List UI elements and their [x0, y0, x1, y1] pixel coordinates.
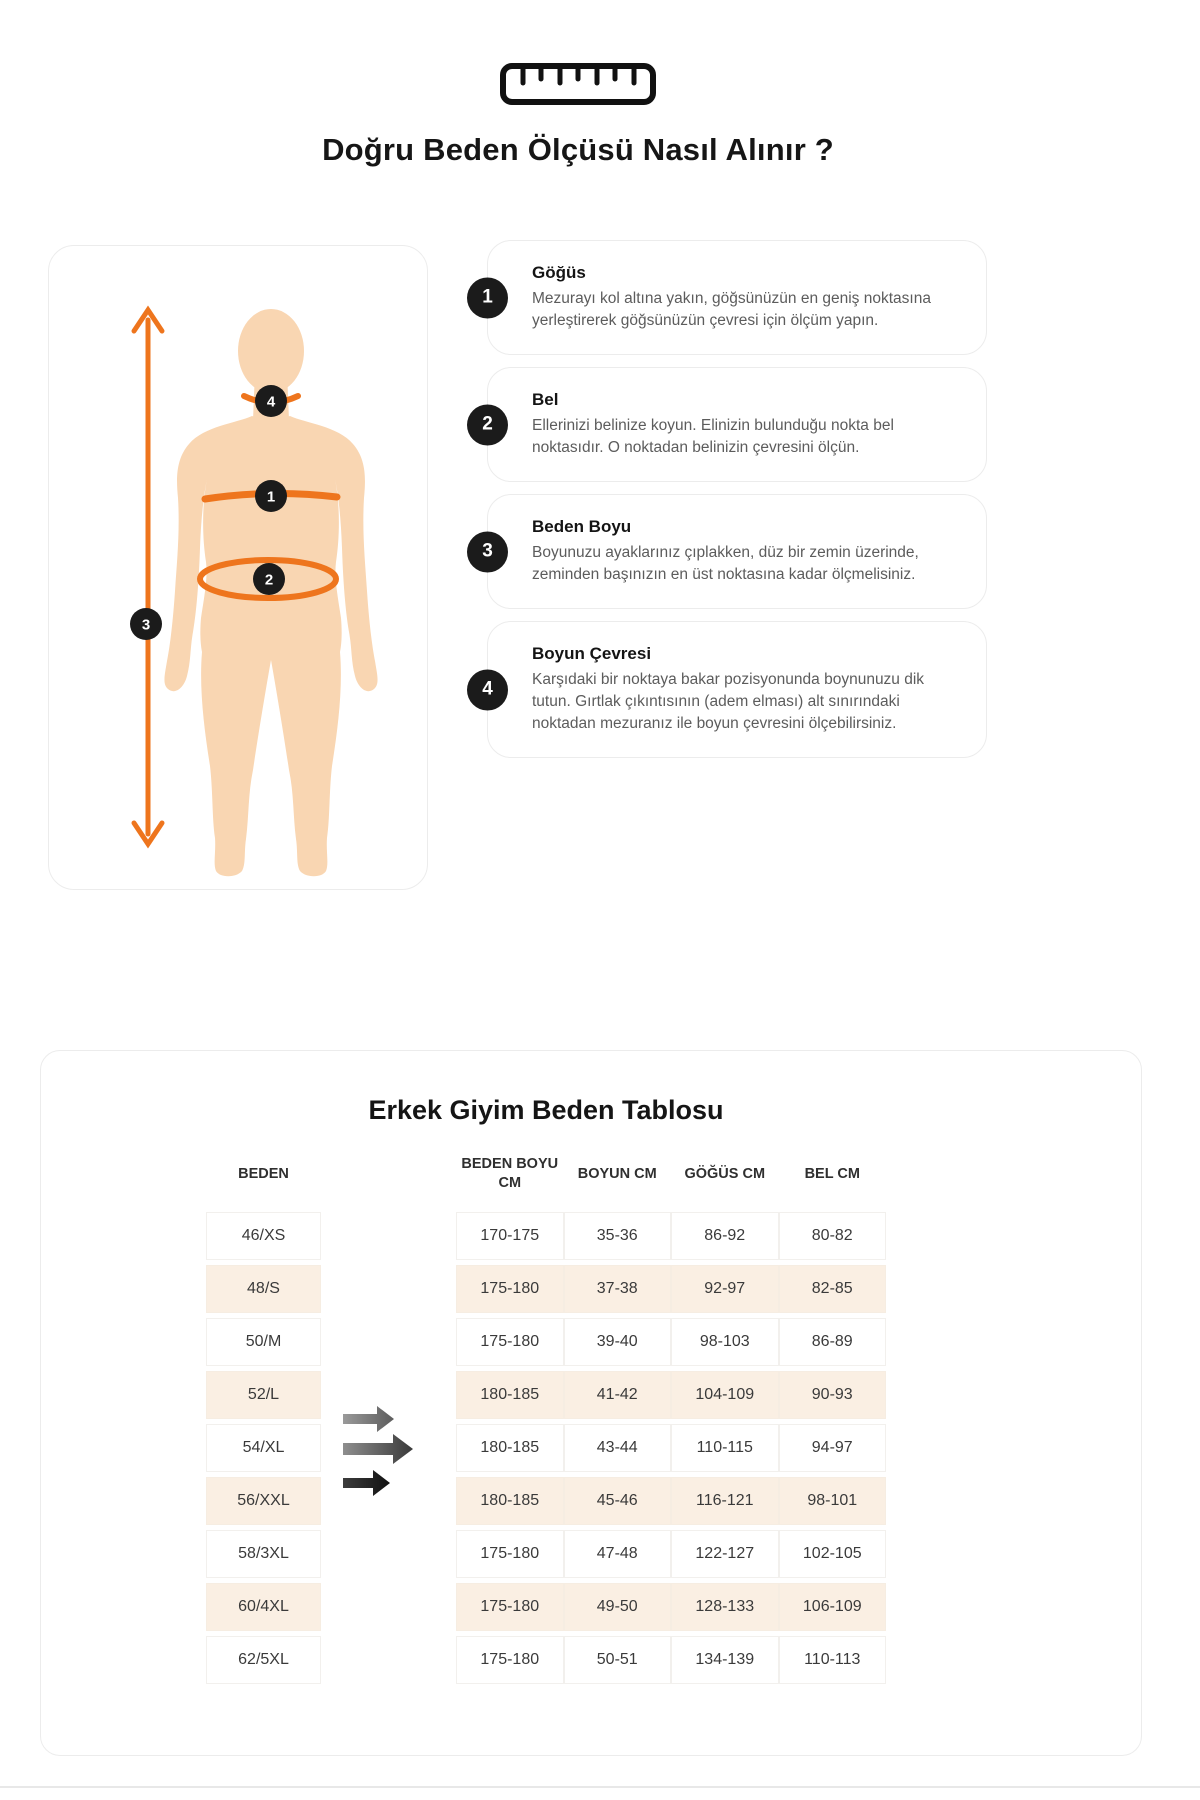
svg-text:4: 4: [266, 393, 276, 411]
value-cell: 98-101: [779, 1477, 887, 1525]
instruction-cards: [482, 240, 987, 770]
height-arrow: [134, 310, 162, 844]
value-cell: 180-185: [456, 1424, 564, 1472]
instruction-number: 2: [482, 413, 493, 435]
column-header-size: BEDEN: [238, 1165, 289, 1182]
instruction-number-badge: [467, 404, 508, 445]
value-cell: 90-93: [779, 1371, 887, 1419]
neck-marker: [255, 385, 287, 417]
value-cell: 175-180: [456, 1636, 564, 1684]
value-cell: 110-113: [779, 1636, 887, 1684]
value-cell: 82-85: [779, 1265, 887, 1313]
size-cell: 48/S: [206, 1265, 321, 1313]
value-cell: 43-44: [564, 1424, 672, 1472]
instruction-card: [482, 494, 987, 609]
svg-text:3: 3: [141, 616, 151, 634]
instruction-number-badge: [467, 531, 508, 572]
size-table-card: [40, 1050, 1142, 1756]
instruction-number: 3: [482, 540, 493, 562]
height-marker: [130, 608, 162, 640]
waist-marker: [253, 563, 285, 595]
value-cell: 94-97: [779, 1424, 887, 1472]
column-header: GÖĞÜS CM: [684, 1165, 766, 1182]
value-cell: 104-109: [671, 1371, 779, 1419]
size-cell: 50/M: [206, 1318, 321, 1366]
instruction-title: Bel: [532, 390, 559, 409]
svg-text:1: 1: [266, 488, 276, 506]
instruction-number-badge: [467, 669, 508, 710]
value-cell: 128-133: [671, 1583, 779, 1631]
size-cell: 52/L: [206, 1371, 321, 1419]
instruction-title: Beden Boyu: [532, 517, 632, 536]
instruction-card: [482, 621, 987, 758]
ruler-icon: [499, 62, 657, 106]
value-cell: 98-103: [671, 1318, 779, 1366]
size-cell: 46/XS: [206, 1212, 321, 1260]
chest-marker: [255, 480, 287, 512]
size-table-header-row: [206, 1152, 886, 1196]
value-cell: 86-92: [671, 1212, 779, 1260]
value-cell: 116-121: [671, 1477, 779, 1525]
value-cell: 45-46: [564, 1477, 672, 1525]
value-cell: 175-180: [456, 1530, 564, 1578]
instruction-number: 4: [482, 678, 493, 700]
triple-arrow-icon: [341, 1399, 415, 1499]
size-cell: 60/4XL: [206, 1583, 321, 1631]
value-cell: 80-82: [779, 1212, 887, 1260]
value-cell: 175-180: [456, 1583, 564, 1631]
value-cell: 47-48: [564, 1530, 672, 1578]
value-cell: 170-175: [456, 1212, 564, 1260]
column-header: BOYUN CM: [577, 1165, 657, 1182]
size-table-title: Erkek Giyim Beden Tablosu: [368, 1095, 724, 1125]
bottom-divider: [0, 1786, 1200, 1788]
value-cell: 37-38: [564, 1265, 672, 1313]
size-cell: 58/3XL: [206, 1530, 321, 1578]
value-cell: 110-115: [671, 1424, 779, 1472]
column-header: BEL CM: [804, 1165, 860, 1182]
value-cell: 35-36: [564, 1212, 672, 1260]
value-cell: 134-139: [671, 1636, 779, 1684]
value-cell: 122-127: [671, 1530, 779, 1578]
value-cell: 180-185: [456, 1371, 564, 1419]
size-table-rows: [206, 1212, 886, 1684]
value-cell: 49-50: [564, 1583, 672, 1631]
value-cell: 86-89: [779, 1318, 887, 1366]
instruction-text: Ellerinizi belinize koyun. Elinizin bulunduğu nokta bel noktasıdır. O noktadan belinizin çevresini ölçün.: [532, 417, 894, 456]
size-cell: 54/XL: [206, 1424, 321, 1472]
value-cell: 92-97: [671, 1265, 779, 1313]
instruction-title: Göğüs: [532, 263, 586, 282]
instruction-text: Mezurayı kol altına yakın, göğsünüzün en geniş noktasına yerleştirerek göğsünüzün çevresi için ölçüm yapın.: [532, 290, 931, 329]
instruction-text: Boyunuzu ayaklarınız çıplakken, düz bir zemin üzerinde, zeminden başınızın en üst noktasına kadar ölçmelisiniz.: [532, 544, 919, 583]
value-cell: 175-180: [456, 1318, 564, 1366]
size-cell: 62/5XL: [206, 1636, 321, 1684]
size-cell: 56/XXL: [206, 1477, 321, 1525]
column-header: BEDEN BOYU CM: [461, 1156, 559, 1191]
value-cell: 39-40: [564, 1318, 672, 1366]
body-measurement-figure: [49, 246, 428, 890]
svg-text:2: 2: [264, 571, 274, 589]
instruction-title: Boyun Çevresi: [532, 644, 652, 663]
page-header: [48, 62, 1108, 168]
instruction-number: 1: [482, 286, 493, 308]
instruction-card: [482, 240, 987, 355]
figure-card: [48, 245, 428, 890]
value-cell: 175-180: [456, 1265, 564, 1313]
instruction-text: Karşıdaki bir noktaya bakar pozisyonunda boynunuzu dik tutun. Gırtlak çıkıntısının (adem elması) alt sınırındaki noktadan mezuranız ile boyun çevresini ölçebilirsiniz.: [532, 671, 925, 732]
instruction-number-badge: [467, 277, 508, 318]
value-cell: 102-105: [779, 1530, 887, 1578]
page-title: Doğru Beden Ölçüsü Nasıl Alınır ?: [322, 132, 834, 167]
instruction-card: [482, 367, 987, 482]
value-cell: 106-109: [779, 1583, 887, 1631]
value-cell: 41-42: [564, 1371, 672, 1419]
value-cell: 180-185: [456, 1477, 564, 1525]
value-cell: 50-51: [564, 1636, 672, 1684]
